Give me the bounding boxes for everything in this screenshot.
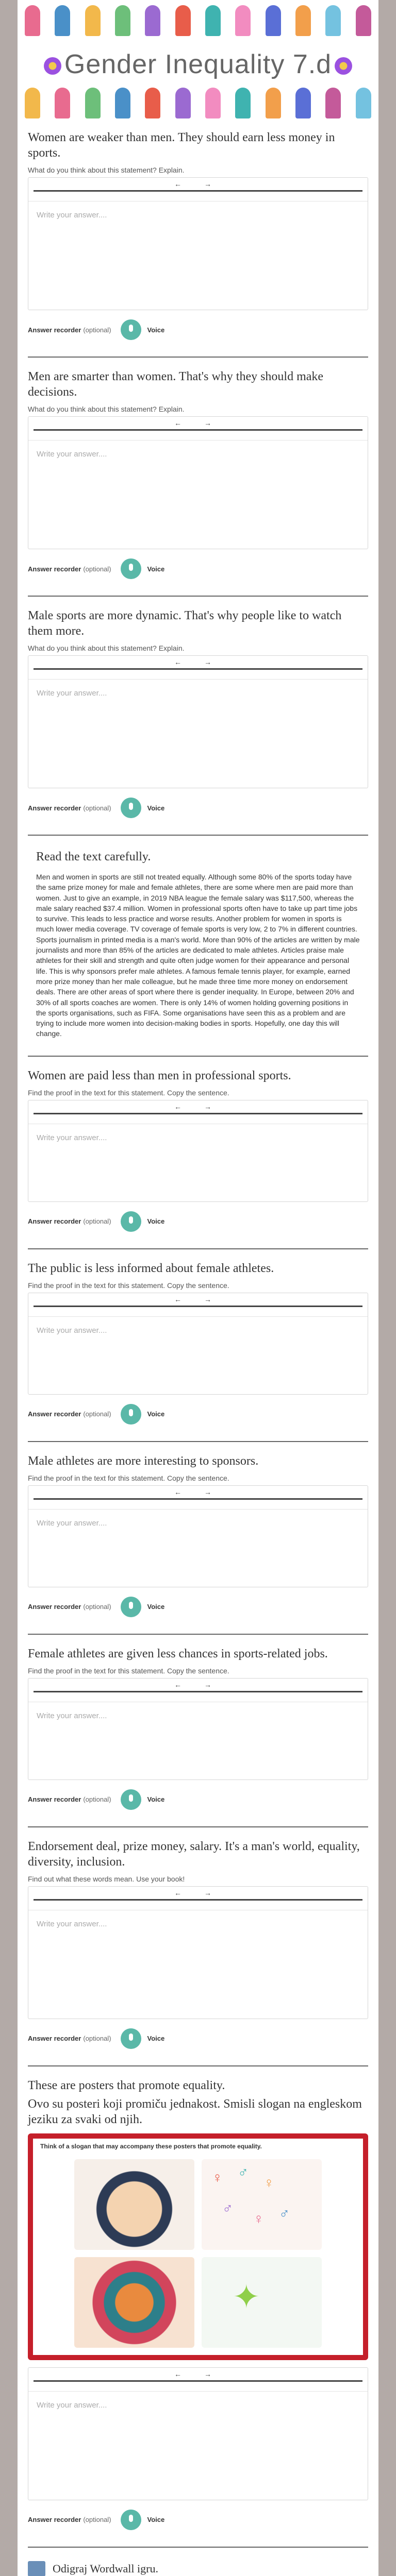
question-title: Female athletes are given less chances in sports-related jobs. bbox=[28, 1647, 328, 1660]
editor-toolbar bbox=[28, 656, 368, 680]
microphone-icon[interactable] bbox=[121, 798, 141, 818]
answer-recorder bbox=[28, 2028, 368, 2049]
nav-arrows[interactable]: ← → bbox=[174, 1295, 222, 1303]
editor-toolbar bbox=[28, 2368, 368, 2392]
poster-image bbox=[28, 2133, 368, 2360]
recorder-label: Answer recorder bbox=[28, 1217, 81, 1226]
figure-icon bbox=[205, 5, 221, 36]
question-title-croatian: Ovo su posteri koji promiču jednakost. Smisli slogan na engleskom jeziku za svaki od njih. bbox=[28, 2097, 362, 2126]
question-5 bbox=[18, 1249, 378, 1425]
figure-icon bbox=[85, 5, 101, 36]
poster-tile-runner bbox=[202, 2257, 322, 2348]
toolbar-line bbox=[34, 190, 362, 192]
question-title: These are posters that promote equality. bbox=[28, 2078, 225, 2092]
toolbar-line bbox=[34, 1498, 362, 1500]
question-7 bbox=[18, 1635, 378, 1810]
figure-icon bbox=[25, 5, 40, 36]
question-instruction: Find the proof in the text for this statement. Copy the sentence. bbox=[28, 1666, 229, 1675]
worksheet-page bbox=[18, 0, 378, 2576]
voice-button[interactable]: Voice bbox=[147, 2516, 165, 2524]
answer-editor bbox=[28, 1485, 368, 1587]
question-instruction: Find the proof in the text for this statement. Copy the sentence. bbox=[28, 1281, 229, 1290]
voice-button[interactable]: Voice bbox=[147, 1410, 165, 1418]
toolbar-line bbox=[34, 429, 362, 431]
question-instruction: Find the proof in the text for this statement. Copy the sentence. bbox=[28, 1088, 229, 1097]
nav-arrows[interactable]: ← → bbox=[174, 1680, 222, 1689]
recorder-optional: (optional) bbox=[83, 2035, 111, 2043]
figure-icon bbox=[266, 88, 281, 118]
voice-button[interactable]: Voice bbox=[147, 565, 165, 573]
male-symbol-icon: ♂ bbox=[238, 2164, 249, 2180]
question-title: Women are weaker than men. They should earn less money in sports. bbox=[28, 131, 335, 160]
microphone-icon[interactable] bbox=[121, 558, 141, 579]
poster-tile-faces bbox=[74, 2159, 194, 2250]
recorder-optional: (optional) bbox=[83, 1795, 111, 1804]
male-symbol-icon: ♂ bbox=[279, 2205, 290, 2222]
nav-arrows[interactable]: ← → bbox=[174, 658, 222, 666]
editor-toolbar bbox=[28, 1100, 368, 1124]
answer-recorder bbox=[28, 558, 368, 579]
figure-icon bbox=[85, 88, 101, 118]
question-title: Endorsement deal, prize money, salary. It's a man's world, equality, diversity, inclusion. bbox=[28, 1839, 360, 1869]
voice-button[interactable]: Voice bbox=[147, 804, 165, 812]
microphone-icon[interactable] bbox=[121, 1404, 141, 1425]
voice-button[interactable]: Voice bbox=[147, 326, 165, 334]
figure-icon bbox=[295, 5, 311, 36]
wordwall-section bbox=[18, 2548, 378, 2576]
editor-toolbar bbox=[28, 1293, 368, 1317]
figure-icon bbox=[235, 5, 251, 36]
answer-input[interactable]: Write your answer.... bbox=[37, 689, 107, 698]
question-title: Male athletes are more interesting to sponsors. bbox=[28, 1454, 259, 1468]
toolbar-line bbox=[34, 1306, 362, 1307]
question-4 bbox=[18, 1057, 378, 1232]
answer-editor bbox=[28, 416, 368, 549]
figure-icon bbox=[356, 5, 371, 36]
question-1 bbox=[18, 118, 378, 340]
answer-recorder bbox=[28, 319, 368, 340]
answer-editor bbox=[28, 177, 368, 310]
answer-recorder bbox=[28, 2510, 368, 2530]
toolbar-line bbox=[34, 668, 362, 670]
toolbar-line bbox=[34, 1113, 362, 1114]
toolbar-line bbox=[34, 1691, 362, 1692]
toolbar-line bbox=[34, 2380, 362, 2382]
question-6 bbox=[18, 1442, 378, 1617]
microphone-icon[interactable] bbox=[121, 319, 141, 340]
microphone-icon[interactable] bbox=[121, 1789, 141, 1810]
editor-toolbar bbox=[28, 1679, 368, 1702]
question-instruction: Find the proof in the text for this statement. Copy the sentence. bbox=[28, 1473, 229, 1482]
question-title: Women are paid less than men in professional sports. bbox=[28, 1069, 291, 1082]
microphone-icon[interactable] bbox=[121, 1597, 141, 1617]
answer-input[interactable]: Write your answer.... bbox=[37, 1711, 107, 1720]
recorder-label: Answer recorder bbox=[28, 804, 81, 812]
recorder-optional: (optional) bbox=[83, 326, 111, 334]
figure-icon bbox=[325, 88, 341, 118]
figure-icon bbox=[175, 88, 191, 118]
poster-tile-gender-symbols bbox=[202, 2159, 322, 2250]
recorder-optional: (optional) bbox=[83, 1603, 111, 1611]
banner-figures-top bbox=[18, 0, 378, 36]
figure-icon bbox=[235, 88, 251, 118]
question-8 bbox=[18, 1827, 378, 2049]
recorder-label: Answer recorder bbox=[28, 565, 81, 573]
runner-icon: ✦ bbox=[233, 2278, 260, 2315]
recorder-label: Answer recorder bbox=[28, 1603, 81, 1611]
question-9 bbox=[18, 2066, 378, 2530]
answer-editor bbox=[28, 1886, 368, 2019]
figure-icon bbox=[25, 88, 40, 118]
answer-input[interactable]: Write your answer.... bbox=[37, 1326, 107, 1335]
poster-tile-hands bbox=[74, 2257, 194, 2348]
microphone-icon[interactable] bbox=[121, 1211, 141, 1232]
recorder-label: Answer recorder bbox=[28, 2516, 81, 2524]
question-instruction: Find out what these words mean. Use your book! bbox=[28, 1874, 185, 1883]
wordwall-icon bbox=[28, 2561, 45, 2576]
answer-recorder bbox=[28, 1211, 368, 1232]
voice-button[interactable]: Voice bbox=[147, 1603, 165, 1611]
answer-input[interactable]: Write your answer.... bbox=[37, 450, 107, 459]
answer-input[interactable]: Write your answer.... bbox=[37, 1919, 107, 1928]
recorder-optional: (optional) bbox=[83, 1217, 111, 1226]
answer-recorder bbox=[28, 798, 368, 818]
answer-recorder bbox=[28, 1597, 368, 1617]
answer-editor bbox=[28, 1678, 368, 1780]
toolbar-line bbox=[34, 1899, 362, 1901]
recorder-label: Answer recorder bbox=[28, 1410, 81, 1418]
figure-icon bbox=[325, 5, 341, 36]
answer-editor bbox=[28, 1100, 368, 1202]
answer-input[interactable]: Write your answer.... bbox=[37, 1518, 107, 1528]
figure-icon bbox=[175, 5, 191, 36]
female-symbol-icon: ♀ bbox=[253, 2210, 264, 2227]
nav-arrows[interactable]: ← → bbox=[174, 2369, 222, 2378]
answer-editor bbox=[28, 1293, 368, 1395]
reading-text: Men and women in sports are still not treated equally. Although some 80% of the sports today have the same prize money for male and female athletes, there are some where men are paid more than women. Just to give an example, in 2019 NBA league the female salary was $117,500, whereas the male salary reached $37.4 million. Women in professional sports often have to take up part time jobs to survive. This leads to less practice and worse results. Another problem for women in sports is much lower media coverage. TV coverage of female sports is very low, 2 to 7% in different countries. Sports journalism in printed media is a man's world. More than 90% of the articles are written by male journalists and more than 85% of the articles are dedicated to male athletes. Articles praise male athletes for their skill and strength and quite often judge women for their appearance and personal life. This is why sponsors prefer male athletes. A famous female tennis player, for example, earned more prize money than her male colleague, but he made three time more money on endorsement deals. There are other areas of sport where there is gender inequality. In Europe, between 20% and 30% of all sports coaches are women. There is only 14% of women holding governing positions in the sports organisations, such as FIFA. Some organisations have seen this as a problem and are trying to include more women into decision-making bodies in sports. Hopefully, one day this will change. bbox=[36, 873, 360, 1038]
figure-icon bbox=[145, 88, 160, 118]
poster-grid bbox=[74, 2159, 322, 2348]
recorder-optional: (optional) bbox=[83, 2516, 111, 2524]
answer-input[interactable]: Write your answer.... bbox=[37, 2400, 107, 2410]
answer-recorder bbox=[28, 1789, 368, 1810]
recorder-optional: (optional) bbox=[83, 1410, 111, 1418]
figure-icon bbox=[266, 5, 281, 36]
nav-arrows[interactable]: ← → bbox=[174, 180, 222, 188]
page-title-text: Gender Inequality 7.d bbox=[64, 49, 332, 79]
editor-toolbar bbox=[28, 1486, 368, 1510]
page-title bbox=[18, 49, 378, 80]
flower-icon bbox=[44, 57, 61, 75]
figure-icon bbox=[356, 88, 371, 118]
question-instruction: What do you think about this statement? Explain. bbox=[28, 166, 185, 174]
reading-section bbox=[18, 836, 378, 1039]
figure-icon bbox=[55, 88, 70, 118]
answer-input[interactable]: Write your answer.... bbox=[37, 211, 107, 219]
nav-arrows[interactable]: ← → bbox=[174, 1102, 222, 1111]
editor-toolbar bbox=[28, 1887, 368, 1910]
figure-icon bbox=[145, 5, 160, 36]
male-symbol-icon: ♂ bbox=[222, 2200, 233, 2216]
female-symbol-icon: ♀ bbox=[263, 2174, 274, 2191]
question-title: The public is less informed about female athletes. bbox=[28, 1261, 274, 1275]
figure-icon bbox=[205, 88, 221, 118]
answer-recorder bbox=[28, 1404, 368, 1425]
question-title: Male sports are more dynamic. That's why people like to watch them more. bbox=[28, 609, 342, 638]
nav-arrows[interactable]: ← → bbox=[174, 419, 222, 427]
voice-button[interactable]: Voice bbox=[147, 1217, 165, 1226]
nav-arrows[interactable]: ← → bbox=[174, 1888, 222, 1897]
answer-input[interactable]: Write your answer.... bbox=[37, 1133, 107, 1142]
answer-editor bbox=[28, 2367, 368, 2500]
banner-figures-bottom bbox=[18, 82, 378, 118]
question-2 bbox=[18, 358, 378, 579]
figure-icon bbox=[115, 88, 130, 118]
recorder-label: Answer recorder bbox=[28, 2035, 81, 2043]
poster-caption: Think of a slogan that may accompany these posters that promote equality. bbox=[40, 2142, 262, 2150]
microphone-icon[interactable] bbox=[121, 2510, 141, 2530]
answer-editor bbox=[28, 655, 368, 788]
recorder-optional: (optional) bbox=[83, 565, 111, 573]
recorder-label: Answer recorder bbox=[28, 1795, 81, 1804]
editor-toolbar bbox=[28, 417, 368, 440]
figure-icon bbox=[295, 88, 311, 118]
nav-arrows[interactable]: ← → bbox=[174, 1487, 222, 1496]
figure-icon bbox=[55, 5, 70, 36]
flower-icon bbox=[335, 57, 352, 75]
question-3 bbox=[18, 597, 378, 818]
question-instruction: What do you think about this statement? Explain. bbox=[28, 405, 185, 413]
microphone-icon[interactable] bbox=[121, 2028, 141, 2049]
recorder-label: Answer recorder bbox=[28, 326, 81, 334]
recorder-optional: (optional) bbox=[83, 804, 111, 812]
question-title: Men are smarter than women. That's why they should make decisions. bbox=[28, 370, 324, 399]
editor-toolbar bbox=[28, 178, 368, 201]
header-banner bbox=[18, 0, 378, 118]
reading-title: Read the text carefully. bbox=[36, 850, 151, 863]
wordwall-title: Odigraj Wordwall igru. bbox=[53, 2562, 158, 2575]
question-instruction: What do you think about this statement? Explain. bbox=[28, 644, 185, 652]
voice-button[interactable]: Voice bbox=[147, 2035, 165, 2043]
female-symbol-icon: ♀ bbox=[212, 2169, 223, 2185]
voice-button[interactable]: Voice bbox=[147, 1795, 165, 1804]
figure-icon bbox=[115, 5, 130, 36]
